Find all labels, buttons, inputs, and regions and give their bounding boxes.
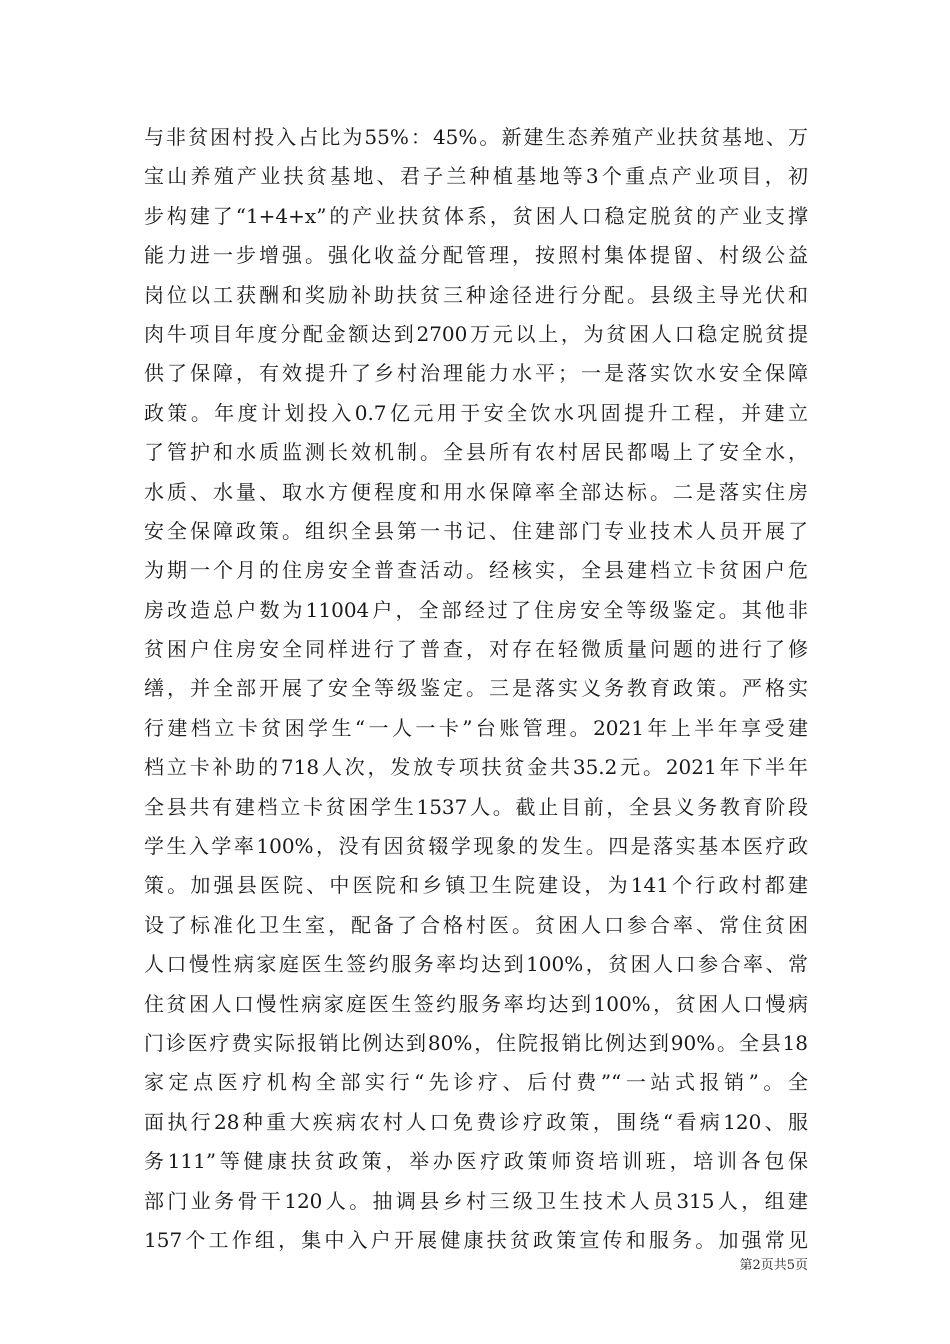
text-line: 人口慢性病家庭医生签约服务率均达到100%，贫困人口参合率、常 [144,952,808,977]
text-line: 面执行28种重大疾病农村人口免费诊疗政策，围绕“看病120、服 [144,1109,808,1134]
text-line: 157个工作组，集中入户开展健康扶贫政策宣传和服务。加强常见 [144,1227,808,1252]
text-line: 策。加强县医院、中医院和乡镇卫生院建设，为141个行政村都建 [144,873,808,898]
text-line: 学生入学率100%，没有因贫辍学现象的发生。四是落实基本医疗政 [144,834,808,859]
text-line: 全县共有建档立卡贫困学生1537人。截止目前，全县义务教育阶段 [144,794,808,819]
text-line: 了管护和水质监测长效机制。全县所有农村居民都喝上了安全水， [144,440,808,465]
text-line: 能力进一步增强。强化收益分配管理，按照村集体提留、村级公益 [144,243,808,268]
text-line: 步构建了“1+4+x”的产业扶贫体系，贫困人口稳定脱贫的产业支撑 [144,203,808,228]
text-line: 水质、水量、取水方便程度和用水保障率全部达标。二是落实住房 [144,479,808,504]
page-number: 第2页共5页 [739,1258,808,1273]
text-line: 房改造总户数为11004户，全部经过了住房安全等级鉴定。其他非 [144,597,808,622]
text-line: 设了标准化卫生室，配备了合格村医。贫困人口参合率、常住贫困 [144,912,808,937]
text-line: 门诊医疗费实际报销比例达到80%，住院报销比例达到90%。全县18 [144,1030,808,1055]
text-line: 为期一个月的住房安全普查活动。经核实，全县建档立卡贫困户危 [144,558,808,583]
text-line: 贫困户住房安全同样进行了普查，对存在轻微质量问题的进行了修 [144,637,808,662]
text-line: 务111”等健康扶贫政策，举办医疗政策师资培训班，培训各包保 [144,1149,808,1174]
text-line: 家定点医疗机构全部实行“先诊疗、后付费”“一站式报销”。全 [144,1070,808,1095]
text-line: 部门业务骨干120人。抽调县乡村三级卫生技术人员315人，组建 [144,1188,808,1213]
text-line: 缮，并全部开展了安全等级鉴定。三是落实义务教育政策。严格实 [144,676,808,701]
text-line: 肉牛项目年度分配金额达到2700万元以上，为贫困人口稳定脱贫提 [144,321,808,346]
body-text [144,118,808,1260]
text-line: 行建档立卡贫困学生“一人一卡”台账管理。2021年上半年享受建 [144,715,808,740]
text-line: 住贫困人口慢性病家庭医生签约服务率均达到100%，贫困人口慢病 [144,991,808,1016]
text-line: 政策。年度计划投入0.7亿元用于安全饮水巩固提升工程，并建立 [144,400,808,425]
text-line: 安全保障政策。组织全县第一书记、住建部门专业技术人员开展了 [144,518,808,543]
text-line: 与非贫困村投入占比为55%：45%。新建生态养殖产业扶贫基地、万 [144,125,808,149]
text-line: 供了保障，有效提升了乡村治理能力水平；一是落实饮水安全保障 [144,361,808,386]
text-line: 档立卡补助的718人次，发放专项扶贫金共35.2元。2021年下半年 [144,755,808,780]
text-line: 岗位以工获酬和奖励补助扶贫三种途径进行分配。县级主导光伏和 [144,282,808,307]
text-line: 宝山养殖产业扶贫基地、君子兰种植基地等3个重点产业项目，初 [144,164,808,189]
